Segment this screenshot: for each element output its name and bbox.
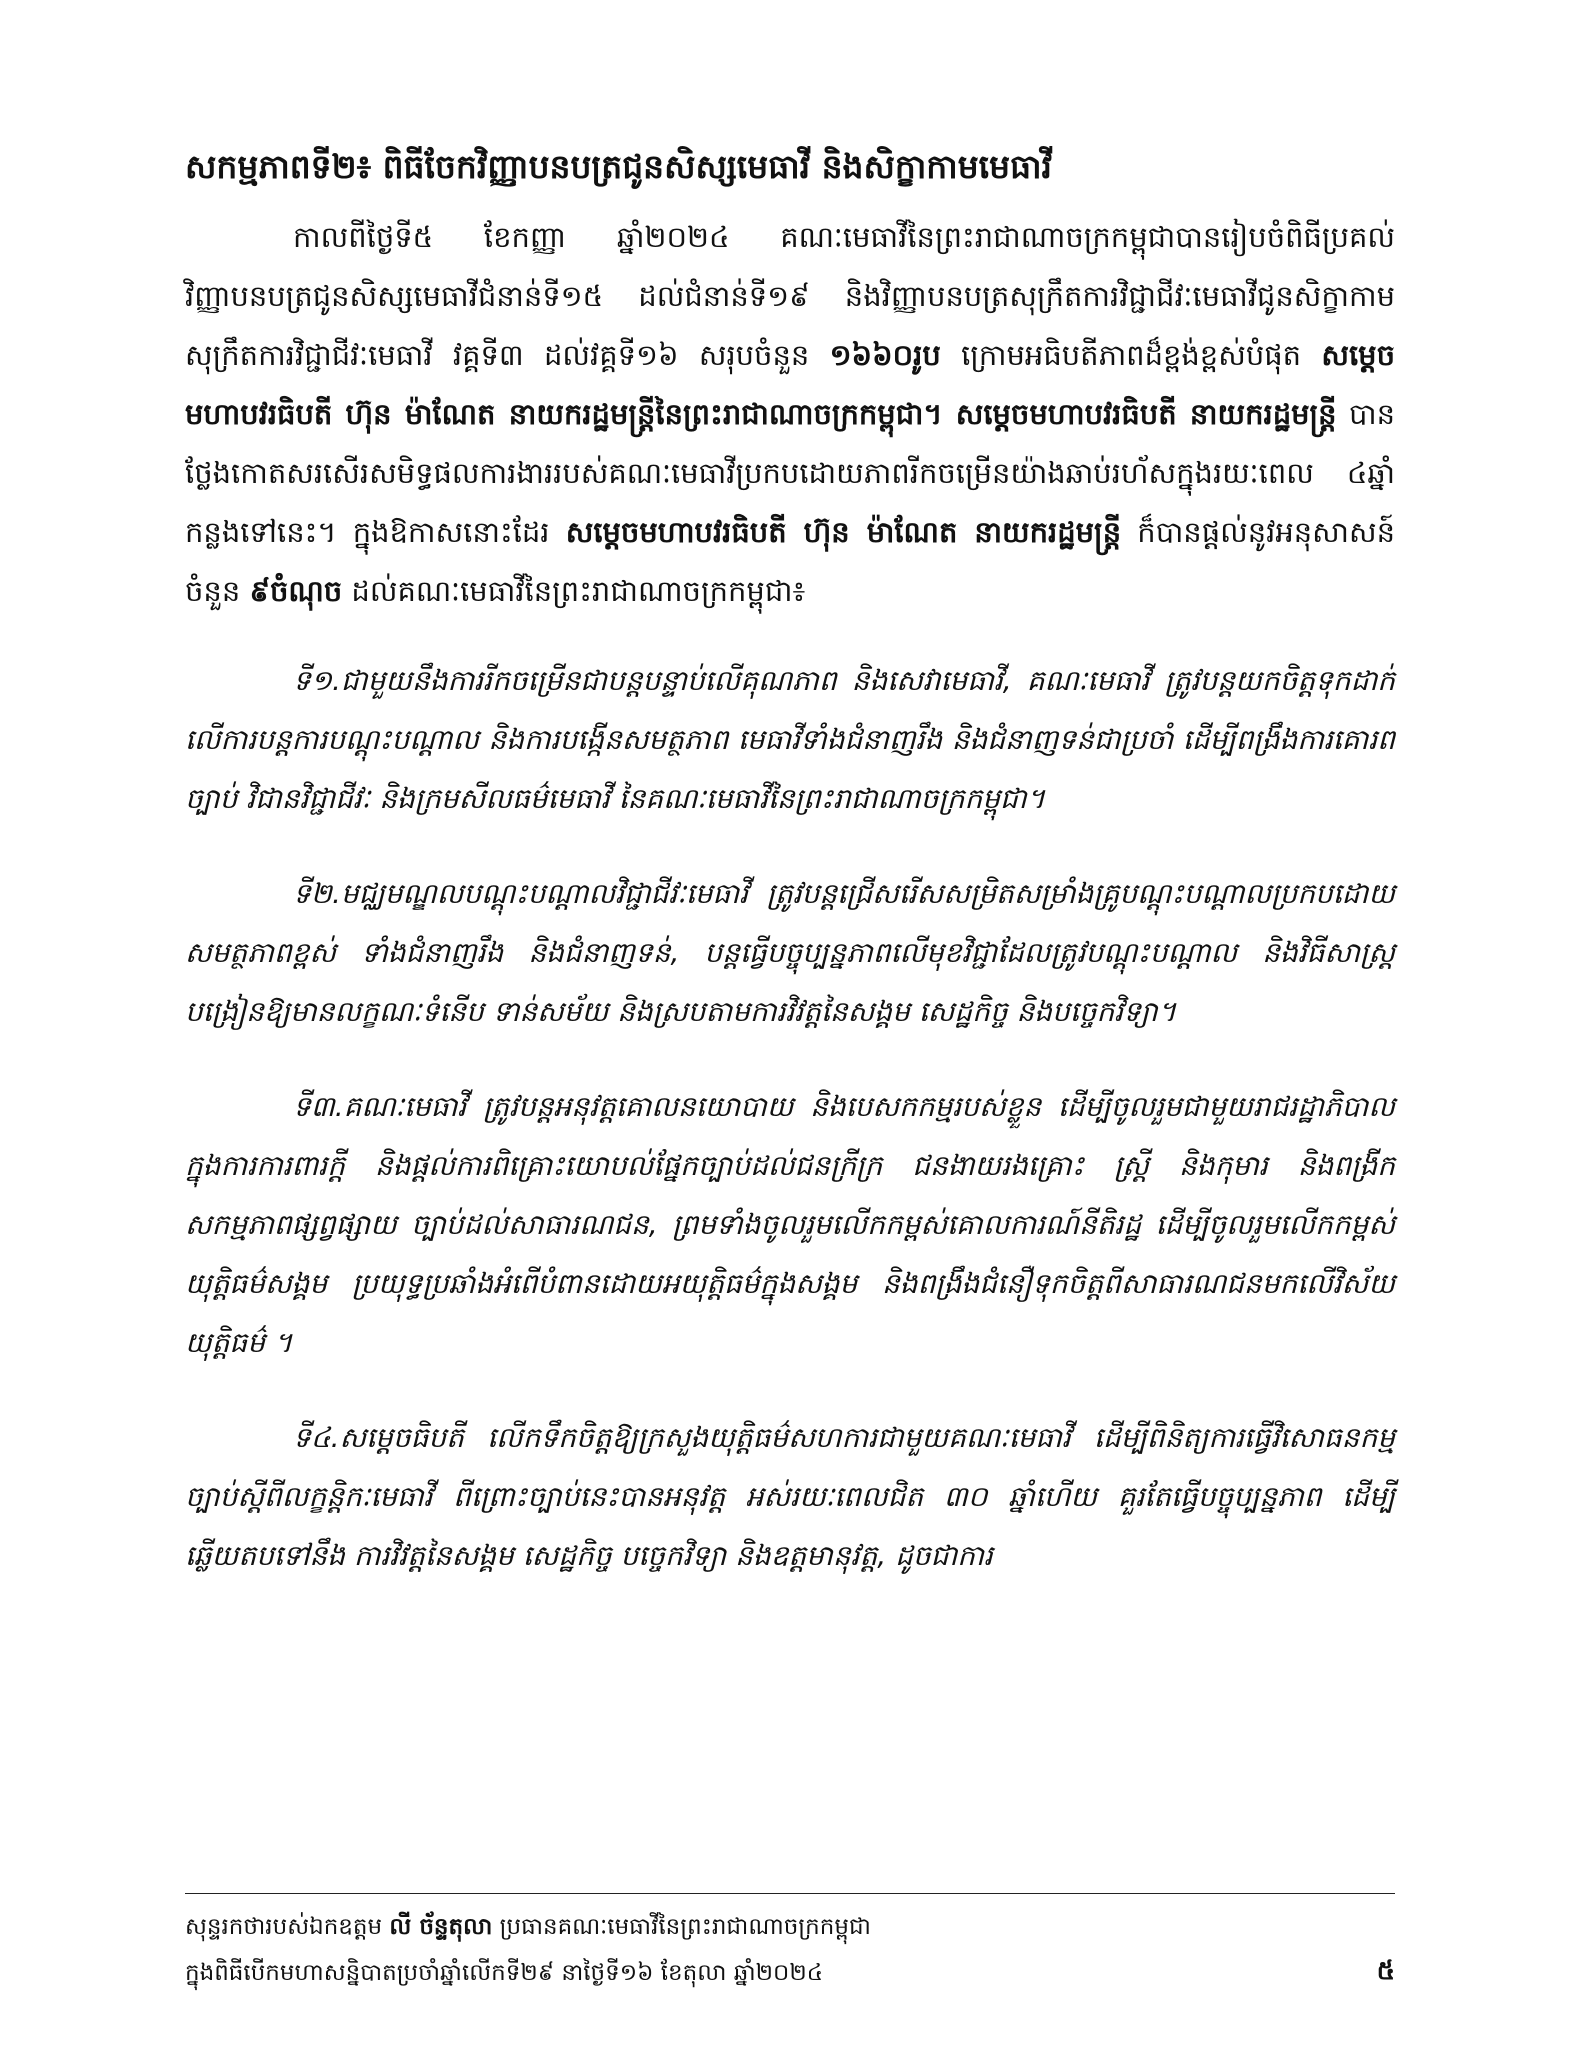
intro-bold-count: ១៦៦០រូប: [829, 338, 941, 372]
page-number: ៥: [1376, 1956, 1395, 1986]
footer-line-2: ក្នុងពិធីបើកមហាសន្និបាតប្រចាំឆ្នាំលើកទី២៩ នាថ្ងៃទី១៦ ខែតុលា ឆ្នាំ២០២៤: [185, 1960, 824, 1986]
intro-text-3: បានថ្លែងកោតសរសើរសមិទ្ធផលការងាររបស់គណៈមេធាវីប្រកបដោយភាពរីកចម្រើនយ៉ាងឆាប់រហ័សក្នុងរយៈពេល ៤ឆ្នាំ កន្លងទៅនេះ។ ក្នុងឱកាសនោះដែរ: [185, 397, 1395, 549]
recommendation-4: ទី៤.សម្តេចធិបតី លើកទឹកចិត្តឱ្យក្រសួងយុត្តិធម៌សហការជាមួយគណៈមេធាវី ដើម្បីពិនិត្យការធ្វើវិសោធនកម្មច្បាប់ស្តីពីលក្ខន្តិកៈមេធាវី ពីព្រោះច្បាប់នេះបានអនុវត្ត អស់រយៈពេលជិត ៣០ ឆ្នាំហើយ គួរតែធ្វើបច្ចុប្បន្នភាព ដើម្បីឆ្លើយតបទៅនឹង ការវិវត្តនៃសង្គម សេដ្ឋកិច្ច បច្ចេកវិទ្យា និងឧត្តមានុវត្ត, ដូចជាការ: [185, 1421, 1395, 1572]
footer-speaker-name: លី ច័ន្ទតុលា: [389, 1914, 493, 1940]
recommendation-2: ទី២.មជ្ឈមណ្ឌលបណ្តុះបណ្តាលវិជ្ជាជីវៈមេធាវី ត្រូវបន្តជ្រើសរើសសម្រិតសម្រាំងគ្រូបណ្តុះបណ្តាលប្រកបដោយសមត្ថភាពខ្ពស់ ទាំងជំនាញរឹង និងជំនាញទន់, បន្តធ្វើបច្ចុប្បន្នភាពលើមុខវិជ្ជាដែលត្រូវបណ្តុះបណ្តាល និងវិធីសាស្ត្របង្រៀនឱ្យមានលក្ខណៈទំនើប ទាន់សម័យ និងស្របតាមការវិវត្តនៃសង្គម សេដ្ឋកិច្ច និងបច្ចេកវិទ្យា។: [185, 877, 1395, 1028]
footer-speaker-title: ប្រធានគណៈមេធាវីនៃព្រះរាជាណាចក្រកម្ពុជា: [492, 1914, 871, 1940]
recommendation-1: ទី១.ជាមួយនឹងការរីកចម្រើនជាបន្តបន្ទាប់លើគុណភាព និងសេវាមេធាវី, គណៈមេធាវី ត្រូវបន្តយកចិត្តទុកដាក់លើការបន្តការបណ្តុះបណ្តាល និងការបង្កើនសមត្ថភាព មេធាវីទាំងជំនាញរឹង និងជំនាញទន់ជាប្រចាំ ដើម្បីពង្រឹងការគោរពច្បាប់ វិជានវិជ្ជាជីវៈ និងក្រមសីលធម៌មេធាវី នៃគណៈមេធាវីនៃព្រះរាជាណាចក្រកម្ពុជា។: [185, 664, 1395, 815]
recommendation-3: ទី៣.គណៈមេធាវី ត្រូវបន្តអនុវត្តគោលនយោបាយ និងបេសកកម្មរបស់ខ្លួន ដើម្បីចូលរួមជាមួយរាជរដ្ឋាភិបាល ក្នុងការការពារក្តី និងផ្តល់ការពិគ្រោះយោបល់ផ្នែកច្បាប់ដល់ជនក្រីក្រ ជនងាយរងគ្រោះ ស្ត្រី និងកុមារ និងពង្រីកសកម្មភាពផ្សព្វផ្សាយ ច្បាប់ដល់សាធារណជន, ព្រមទាំងចូលរួមលើកកម្ពស់គោលការណ៍នីតិរដ្ឋ ដើម្បីចូលរួមលើកកម្ពស់យុត្តិធម៌សង្គម ប្រយុទ្ធប្រឆាំងអំពើបំពានដោយអយុត្តិធម៌ក្នុងសង្គម និងពង្រឹងជំនឿទុកចិត្តពីសាធារណជនមកលើវិស័យយុត្តិធម៌ ។: [185, 1090, 1395, 1359]
footer-line-1: [185, 1904, 1395, 1950]
intro-bold-prime-minister-2: សម្តេចមហាបវរធិបតី ហ៊ុន ម៉ាណែត នាយករដ្ឋមន្ត្រី: [565, 515, 1122, 549]
intro-text-4: ក៏បានផ្តល់នូវអនុសាសន៍ចំនួន: [185, 515, 1395, 608]
section-heading: សកម្មភាពទី២៖ ពិធីចែកវិញ្ញាបនបត្រជូនសិស្សមេធាវី និងសិក្ខាកាមមេធាវី: [185, 147, 1052, 186]
intro-text-1: កាលពីថ្ងៃទី៥ ខែកញ្ញា ឆ្នាំ២០២៤ គណៈមេធាវីនៃព្រះរាជាណាចក្រកម្ពុជាបានរៀបចំពិធីប្រគល់វិញ្ញាបនបត្រជូនសិស្សមេធាវីជំនាន់ទី១៥ ដល់ជំនាន់ទី១៩ និងវិញ្ញាបនបត្រសុក្រឹតការវិជ្ជាជីវៈមេធាវីជូនសិក្ខាកាមសុក្រឹតការវិជ្ជាជីវៈមេធាវី វគ្គទី៣ ដល់វគ្គទី១៦ សរុបចំនួន: [185, 220, 1395, 372]
page-footer: [185, 1893, 1395, 1996]
intro-bold-points: ៩ចំណុច: [249, 574, 343, 608]
intro-text-2: ក្រោមអធិបតីភាពដ៏ខ្ពង់ខ្ពស់បំផុត: [940, 338, 1322, 372]
intro-text-5: ដល់គណៈមេធាវីនៃព្រះរាជាណាចក្រកម្ពុជា៖: [342, 574, 806, 608]
document-body: [185, 120, 1395, 1621]
intro-paragraph: [185, 208, 1395, 621]
footer-speech-label: សុន្ទរកថារបស់ឯកឧត្តម: [185, 1914, 390, 1940]
intro-bold-prime-minister: សម្តេចមហាបវរធិបតី ហ៊ុន ម៉ាណែត នាយករដ្ឋមន្ត្រីនៃព្រះរាជាណាចក្រកម្ពុជា។ សម្តេចមហាបវរធិបតី នាយករដ្ឋមន្ត្រី: [185, 338, 1395, 431]
